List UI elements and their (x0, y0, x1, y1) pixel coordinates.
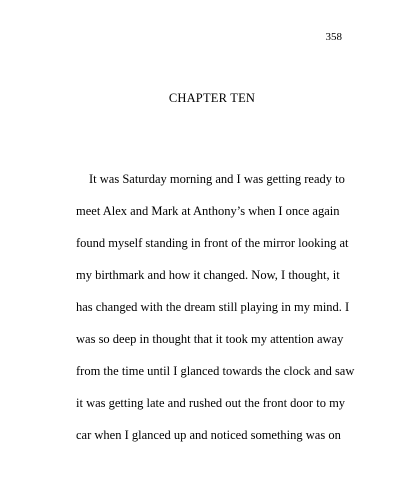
text-line: meet Alex and Mark at Anthony’s when I once again (76, 204, 340, 218)
text-line: was so deep in thought that it took my attention away (76, 332, 344, 346)
text-line: It was Saturday morning and I was getting ready to (89, 172, 345, 186)
text-line: it was getting late and rushed out the front door to my (76, 396, 346, 410)
chapter-title: CHAPTER TEN (168, 91, 256, 105)
body-paragraph (76, 163, 376, 451)
text-line: my birthmark and how it changed. Now, I thought, it (76, 268, 340, 282)
text-line: found myself standing in front of the mirror looking at (76, 236, 349, 250)
text-line: from the time until I glanced towards the clock and saw (76, 364, 355, 378)
text-line: car when I glanced up and noticed something was on (76, 428, 341, 442)
text-line: has changed with the dream still playing in my mind. I (76, 300, 350, 314)
page-number: 358 (325, 31, 342, 43)
